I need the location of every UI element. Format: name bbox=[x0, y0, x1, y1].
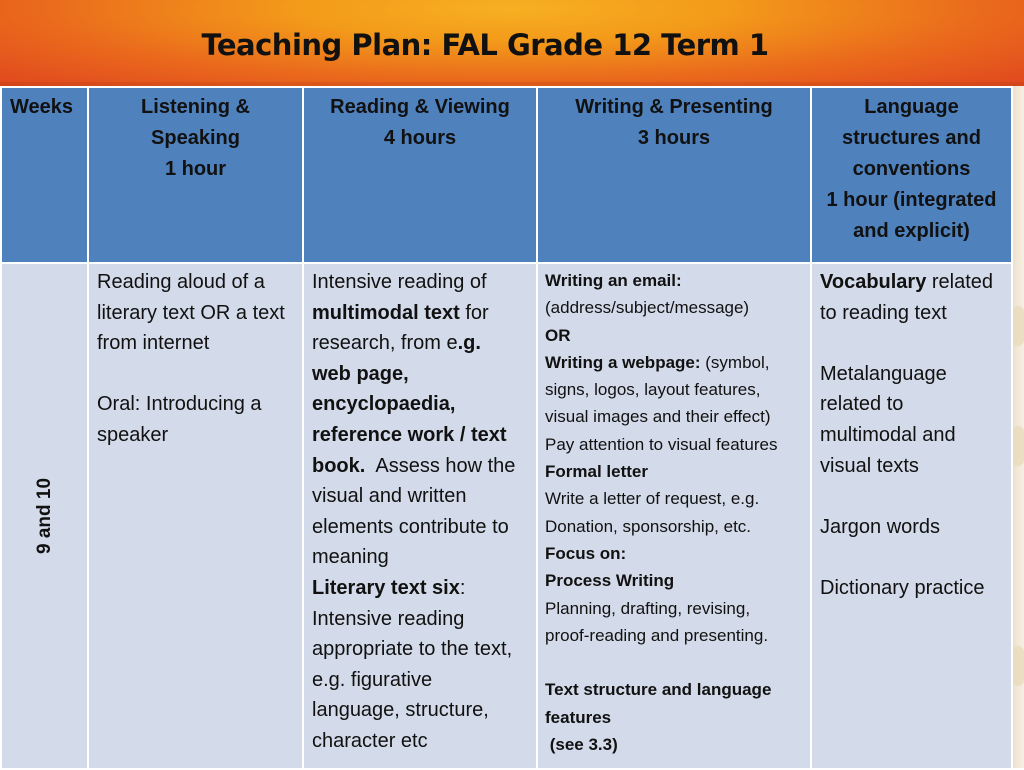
spacer bbox=[820, 481, 1005, 512]
bold-text: encyclopaedia, bbox=[312, 393, 456, 416]
decoration-shape bbox=[1012, 306, 1024, 346]
cell-line bbox=[545, 676, 804, 703]
cell-line bbox=[312, 451, 530, 482]
cell-line bbox=[312, 420, 530, 451]
header-weeks bbox=[1, 87, 88, 263]
listening-speaking-cell bbox=[88, 263, 303, 769]
text: : bbox=[459, 576, 466, 599]
cell-line bbox=[545, 267, 804, 294]
cell-line: visual texts bbox=[820, 454, 919, 477]
bold-text: Focus on: bbox=[545, 543, 627, 563]
cell-line: Write a letter of request, e.g. bbox=[545, 489, 760, 509]
bold-text: Text structure and language bbox=[545, 680, 772, 700]
cell-line bbox=[545, 458, 804, 485]
cell-line: meaning bbox=[312, 546, 389, 569]
header-label: structures and bbox=[842, 127, 981, 149]
header-writing-presenting bbox=[537, 87, 811, 263]
header-label: 4 hours bbox=[383, 127, 457, 149]
header-label: 1 hour bbox=[164, 158, 227, 180]
header-label: Speaking bbox=[151, 127, 240, 149]
cell-line: language, structure, bbox=[312, 699, 489, 722]
cell-line bbox=[312, 359, 530, 390]
cell-line bbox=[545, 731, 804, 758]
page-title: Teaching Plan: FAL Grade 12 Term 1 bbox=[201, 28, 769, 62]
cell-line bbox=[820, 267, 1005, 298]
cell-line: to reading text bbox=[820, 301, 947, 324]
cell-line: elements contribute to bbox=[312, 515, 509, 538]
cell-line: signs, logos, layout features, bbox=[545, 380, 761, 400]
header-reading-viewing bbox=[303, 87, 537, 263]
cell-line bbox=[545, 704, 804, 731]
cell-line: Dictionary practice bbox=[820, 576, 985, 599]
cell-line: Oral: Introducing a bbox=[97, 393, 262, 416]
header-label: conventions bbox=[852, 158, 971, 180]
cell-line: literary text OR a text bbox=[97, 301, 285, 324]
cell-line bbox=[312, 298, 530, 329]
bold-text: reference work / text bbox=[312, 423, 507, 446]
cell-line: Intensive reading bbox=[312, 607, 465, 630]
header-label: Weeks bbox=[10, 96, 74, 118]
cell-line bbox=[545, 540, 804, 567]
cell-line: Metalanguage bbox=[820, 362, 947, 385]
bold-text: Literary text six bbox=[312, 576, 460, 599]
text: Assess how the bbox=[365, 454, 516, 477]
cell-line bbox=[545, 322, 804, 349]
cell-line bbox=[545, 349, 804, 376]
weeks-label: 9 and 10 bbox=[33, 477, 55, 555]
bold-text: Formal letter bbox=[545, 462, 648, 482]
cell-line: appropriate to the text, bbox=[312, 638, 513, 661]
bold-text: web page, bbox=[312, 362, 409, 385]
cell-line: Reading aloud of a bbox=[97, 271, 265, 293]
header-label: 1 hour (integrated bbox=[826, 189, 997, 211]
bold-text: Vocabulary bbox=[820, 271, 927, 293]
cell-line: character etc bbox=[312, 729, 428, 752]
decoration-shape bbox=[1012, 646, 1024, 686]
cell-line: Intensive reading of bbox=[312, 271, 487, 293]
text: for bbox=[459, 301, 489, 324]
header-label: 3 hours bbox=[637, 127, 711, 149]
cell-line: Donation, sponsorship, etc. bbox=[545, 516, 752, 536]
header-label: Writing & Presenting bbox=[575, 96, 773, 118]
teaching-plan-table bbox=[0, 86, 1013, 770]
spacer bbox=[97, 359, 296, 390]
cell-line: from internet bbox=[97, 332, 210, 355]
decoration-shape bbox=[1012, 426, 1024, 466]
reading-viewing-cell bbox=[303, 263, 537, 769]
cell-line: visual images and their effect) bbox=[545, 407, 771, 427]
bold-text: Writing a webpage: bbox=[545, 352, 701, 372]
spacer bbox=[545, 649, 804, 676]
text: related bbox=[926, 271, 994, 293]
language-structures-cell bbox=[811, 263, 1012, 769]
text: (symbol, bbox=[700, 352, 770, 372]
bold-text: multimodal text bbox=[312, 301, 460, 324]
cell-line: speaker bbox=[97, 423, 169, 446]
bold-text: (see 3.3) bbox=[545, 735, 618, 755]
cell-line: visual and written bbox=[312, 485, 467, 508]
bold-text: book. bbox=[312, 454, 366, 477]
cell-line: related to bbox=[820, 393, 904, 416]
header-listening-speaking bbox=[88, 87, 303, 263]
spacer bbox=[820, 328, 1005, 359]
cell-line: (address/subject/message) bbox=[545, 298, 750, 318]
cell-line bbox=[312, 328, 530, 359]
text: research, from e bbox=[312, 332, 458, 355]
cell-line: multimodal and bbox=[820, 423, 956, 446]
cell-line bbox=[545, 567, 804, 594]
weeks-cell bbox=[1, 263, 88, 769]
bold-text: .g. bbox=[457, 332, 481, 355]
bold-text: Writing an email: bbox=[545, 271, 682, 290]
cell-line: Pay attention to visual features bbox=[545, 434, 778, 454]
header-label: and explicit) bbox=[853, 220, 970, 242]
header-label: Listening & bbox=[141, 96, 250, 118]
writing-presenting-cell bbox=[537, 263, 811, 769]
table-row bbox=[1, 263, 1012, 769]
bold-text: Process Writing bbox=[545, 571, 675, 591]
spacer bbox=[820, 542, 1005, 573]
cell-line: Planning, drafting, revising, bbox=[545, 598, 751, 618]
cell-line bbox=[312, 573, 530, 604]
header-label: Reading & Viewing bbox=[330, 96, 510, 118]
cell-line bbox=[312, 389, 530, 420]
header-row bbox=[1, 87, 1012, 263]
header-label: Language bbox=[864, 96, 959, 118]
header-language-structures bbox=[811, 87, 1012, 263]
bold-text: OR bbox=[545, 325, 571, 345]
bold-text: features bbox=[545, 707, 612, 727]
cell-line: e.g. figurative bbox=[312, 668, 433, 691]
cell-line: proof-reading and presenting. bbox=[545, 625, 769, 645]
cell-line: Jargon words bbox=[820, 515, 941, 538]
